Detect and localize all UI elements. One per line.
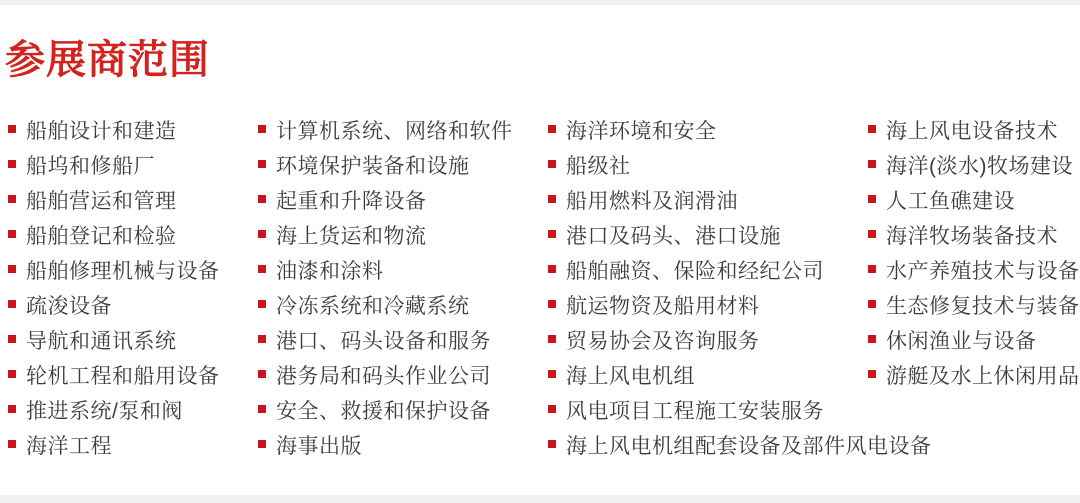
list-item xyxy=(258,427,513,462)
list-item xyxy=(8,357,220,392)
exhibitor-column-1 xyxy=(8,112,220,462)
list-item-label: 海洋牧场装备技术 xyxy=(886,224,1058,248)
bullet-square-icon xyxy=(548,195,556,203)
list-item-label: 船坞和修船厂 xyxy=(26,154,155,178)
bottom-edge-bar xyxy=(0,495,1080,503)
bullet-square-icon xyxy=(8,125,16,133)
list-item xyxy=(258,147,513,182)
bullet-square-icon xyxy=(258,195,266,203)
bullet-square-icon xyxy=(868,335,876,343)
list-item xyxy=(8,392,220,427)
list-item-label: 海洋工程 xyxy=(26,434,112,458)
list-item-label: 起重和升降设备 xyxy=(276,189,427,213)
bullet-square-icon xyxy=(258,440,266,448)
bullet-square-icon xyxy=(548,370,556,378)
list-item xyxy=(258,182,513,217)
bullet-square-icon xyxy=(8,265,16,273)
list-item-label: 海洋(淡水)牧场建设 xyxy=(886,154,1073,178)
list-item-label: 安全、救援和保护设备 xyxy=(276,399,491,423)
list-item xyxy=(258,392,513,427)
list-item-label: 船舶登记和检验 xyxy=(26,224,177,248)
bullet-square-icon xyxy=(548,160,556,168)
list-item xyxy=(868,287,1080,322)
list-item-label: 船舶融资、保险和经纪公司 xyxy=(566,259,824,283)
bullet-square-icon xyxy=(8,370,16,378)
bullet-square-icon xyxy=(868,265,876,273)
bullet-square-icon xyxy=(548,125,556,133)
bullet-square-icon xyxy=(8,405,16,413)
list-item xyxy=(258,252,513,287)
bullet-square-icon xyxy=(258,125,266,133)
list-item xyxy=(868,252,1080,287)
list-item-label: 生态修复技术与装备 xyxy=(886,294,1080,318)
list-item-label: 海上货运和物流 xyxy=(276,224,427,248)
bullet-square-icon xyxy=(868,300,876,308)
bullet-square-icon xyxy=(868,370,876,378)
list-item-label: 贸易协会及咨询服务 xyxy=(566,329,760,353)
list-item xyxy=(868,357,1080,392)
list-item-label: 疏浚设备 xyxy=(26,294,112,318)
list-item-label: 海洋环境和安全 xyxy=(566,119,717,143)
exhibitor-column-4 xyxy=(868,112,1080,392)
list-item-label: 海上风电机组 xyxy=(566,364,695,388)
bullet-square-icon xyxy=(8,440,16,448)
list-item xyxy=(8,217,220,252)
list-item xyxy=(8,427,220,462)
list-item-label: 休闲渔业与设备 xyxy=(886,329,1037,353)
top-edge-bar xyxy=(0,0,1080,5)
list-item-label: 港务局和码头作业公司 xyxy=(276,364,491,388)
list-item xyxy=(258,112,513,147)
list-item-label: 港口、码头设备和服务 xyxy=(276,329,491,353)
list-item xyxy=(8,322,220,357)
list-item xyxy=(258,357,513,392)
list-item-label: 船用燃料及润滑油 xyxy=(566,189,738,213)
list-item-label: 船舶设计和建造 xyxy=(26,119,177,143)
bullet-square-icon xyxy=(868,230,876,238)
list-item-label: 油漆和涂料 xyxy=(276,259,384,283)
bullet-square-icon xyxy=(258,405,266,413)
bullet-square-icon xyxy=(258,230,266,238)
list-item xyxy=(868,182,1080,217)
bullet-square-icon xyxy=(8,335,16,343)
bullet-square-icon xyxy=(548,335,556,343)
list-item-label: 游艇及水上休闲用品 xyxy=(886,364,1080,388)
list-item-label: 轮机工程和船用设备 xyxy=(26,364,220,388)
list-item xyxy=(548,427,932,462)
list-item-label: 船舶修理机械与设备 xyxy=(26,259,220,283)
list-item-label: 冷冻系统和冷藏系统 xyxy=(276,294,470,318)
list-item xyxy=(8,252,220,287)
bullet-square-icon xyxy=(8,160,16,168)
bullet-square-icon xyxy=(258,160,266,168)
list-item-label: 风电项目工程施工安装服务 xyxy=(566,399,824,423)
bullet-square-icon xyxy=(548,230,556,238)
list-item-label: 导航和通讯系统 xyxy=(26,329,177,353)
bullet-square-icon xyxy=(8,300,16,308)
list-item xyxy=(258,287,513,322)
list-item-label: 港口及码头、港口设施 xyxy=(566,224,781,248)
bullet-square-icon xyxy=(868,195,876,203)
list-item xyxy=(8,112,220,147)
list-item xyxy=(8,287,220,322)
list-item-label: 水产养殖技术与设备 xyxy=(886,259,1080,283)
list-item xyxy=(8,182,220,217)
bullet-square-icon xyxy=(868,160,876,168)
list-item-label: 人工鱼礁建设 xyxy=(886,189,1015,213)
bullet-square-icon xyxy=(258,300,266,308)
list-item-label: 环境保护装备和设施 xyxy=(276,154,470,178)
exhibitor-columns xyxy=(0,112,1080,472)
list-item-label: 船舶营运和管理 xyxy=(26,189,177,213)
bullet-square-icon xyxy=(8,230,16,238)
list-item-label: 推进系统/泵和阀 xyxy=(26,399,183,423)
list-item xyxy=(548,392,932,427)
list-item xyxy=(868,217,1080,252)
exhibitor-column-2 xyxy=(258,112,513,462)
list-item xyxy=(258,217,513,252)
bullet-square-icon xyxy=(868,125,876,133)
bullet-square-icon xyxy=(258,370,266,378)
list-item-label: 海上风电机组配套设备及部件风电设备 xyxy=(566,434,932,458)
list-item-label: 航运物资及船用材料 xyxy=(566,294,760,318)
list-item-label: 海上风电设备技术 xyxy=(886,119,1058,143)
bullet-square-icon xyxy=(8,195,16,203)
list-item xyxy=(258,322,513,357)
list-item-label: 海事出版 xyxy=(276,434,362,458)
bullet-square-icon xyxy=(548,405,556,413)
list-item xyxy=(868,322,1080,357)
bullet-square-icon xyxy=(258,265,266,273)
list-item xyxy=(8,147,220,182)
page-title: 参展商范围 xyxy=(5,38,210,82)
list-item xyxy=(868,147,1080,182)
bullet-square-icon xyxy=(548,265,556,273)
bullet-square-icon xyxy=(548,440,556,448)
bullet-square-icon xyxy=(548,300,556,308)
list-item-label: 计算机系统、网络和软件 xyxy=(276,119,513,143)
bullet-square-icon xyxy=(258,335,266,343)
list-item-label: 船级社 xyxy=(566,154,631,178)
list-item xyxy=(868,112,1080,147)
